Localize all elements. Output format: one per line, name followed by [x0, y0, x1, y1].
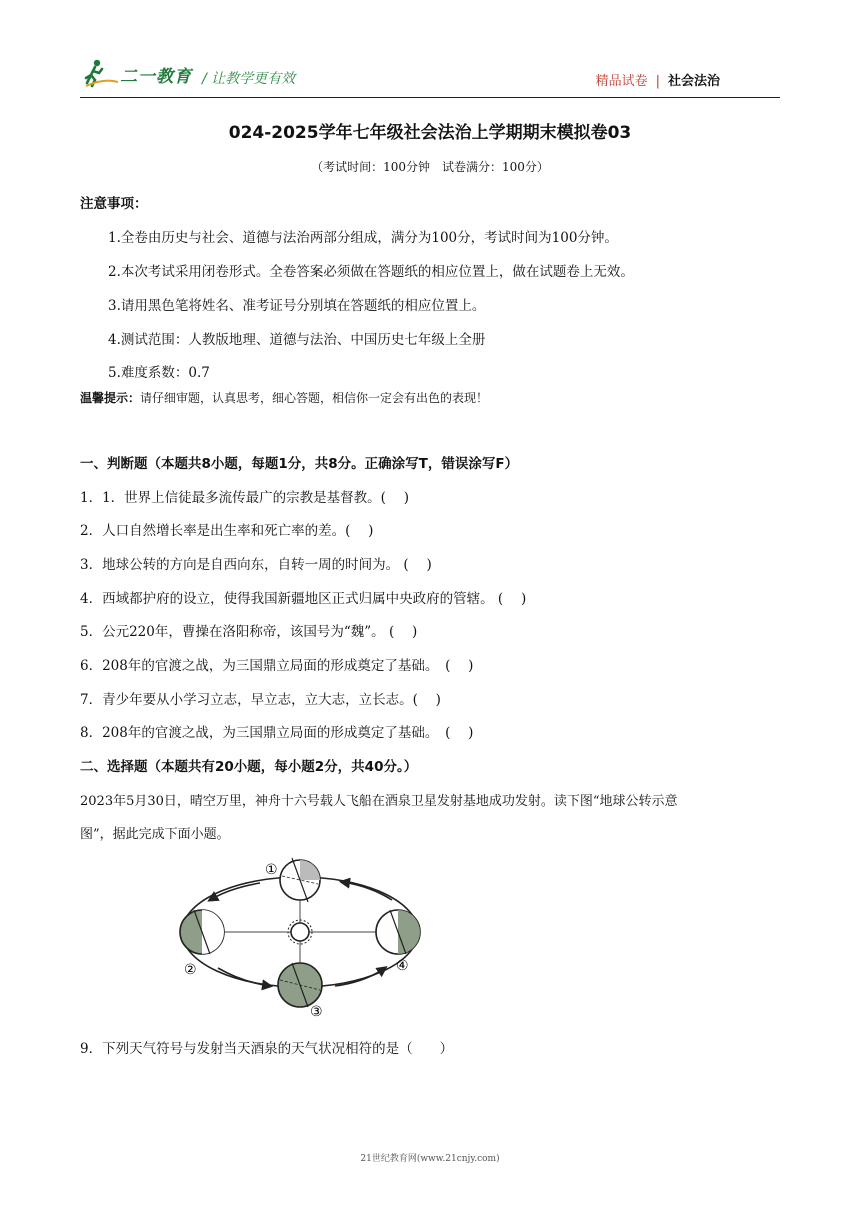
brand-slogan: / 让教学更有效: [202, 71, 296, 87]
label-position-1: ①: [265, 862, 278, 878]
question-item: 8．208年的官渡之战，为三国鼎立局面的形成奠定了基础。 ( ): [80, 725, 474, 741]
subject-tag: 社会法治: [667, 74, 720, 89]
question-item: 7．青少年要从小学习立志，早立志，立大志，立长志。( ): [80, 692, 441, 708]
question-item: 3．地球公转的方向是自西向东，自转一周的时间为。 ( ): [80, 557, 432, 573]
header-divider: [80, 97, 780, 98]
brand-name: 二一教育: [120, 67, 192, 87]
exam-title: 024-2025学年七年级社会法治上学期期末模拟卷03: [228, 123, 632, 143]
earth-revolution-diagram: [170, 850, 430, 1020]
label-position-4: ④: [396, 958, 409, 974]
question-item: 5．公元220年，曹操在洛阳称帝，该国号为“魏”。 ( ): [80, 624, 418, 640]
header-tags: [596, 70, 720, 89]
earth-position-2-icon: [180, 910, 224, 954]
question-item: 9．下列天气符号与发射当天酒泉的天气状况相符的是（ ）: [80, 1041, 454, 1057]
question-intro: 图”，据此完成下面小题。: [80, 827, 230, 842]
notice-item: 5.难度系数：0.7: [108, 365, 210, 381]
question-item: 6．208年的官渡之战，为三国鼎立局面的形成奠定了基础。 ( ): [80, 658, 474, 674]
page-footer: 21世纪教育网(www.21cnjy.com): [360, 1154, 500, 1164]
question-item: 4．西域都护府的设立，使得我国新疆地区正式归属中央政府的管辖。 ( ): [80, 591, 527, 607]
notice-heading: 注意事项：: [80, 196, 148, 212]
earth-position-3-icon: [278, 963, 322, 1007]
warm-tip-label: 温馨提示：: [80, 391, 141, 405]
notice-item: 4.测试范围：人教版地理、道德与法治、中国历史七年级上全册: [108, 332, 486, 348]
section1-heading: 一、判断题（本题共8小题，每题1分，共8分。正确涂写T，错误涂写F）: [80, 456, 519, 472]
notice-item: 2.本次考试采用闭卷形式。全卷答案必须做在答题纸的相应位置上，做在试题卷上无效。: [108, 264, 634, 280]
notice-item: 1.全卷由历史与社会、道德与法治两部分组成，满分为100分，考试时间为100分钟。: [108, 230, 618, 246]
sun-icon: [288, 920, 312, 944]
warm-tip-text: 请仔细审题，认真思考，细心答题，相信你一定会有出色的表现！: [140, 391, 489, 405]
warm-tip: [80, 389, 488, 406]
section2-heading: 二、选择题（本题共有20小题，每小题2分，共40分。）: [80, 759, 418, 775]
earth-position-4-icon: [376, 910, 420, 954]
label-position-2: ②: [184, 962, 197, 978]
question-intro: 2023年5月30日，晴空万里，神舟十六号载人飞船在酒泉卫星发射基地成功发射。读下图“地球公转示意: [80, 794, 678, 809]
notice-item: 3.请用黑色笔将姓名、准考证号分别填在答题纸的相应位置上。: [108, 298, 486, 314]
exam-subtitle: （考试时间：100分钟 试卷满分：100分）: [311, 160, 549, 174]
label-position-3: ③: [310, 1004, 323, 1020]
question-item: 1．1．世界上信徒最多流传最广的宗教是基督教。( ): [80, 490, 410, 506]
question-item: 2．人口自然增长率是出生率和死亡率的差。( ): [80, 523, 374, 539]
quality-tag: 精品试卷: [595, 74, 648, 89]
tag-separator: |: [655, 74, 660, 89]
earth-position-1-icon: [280, 858, 320, 902]
